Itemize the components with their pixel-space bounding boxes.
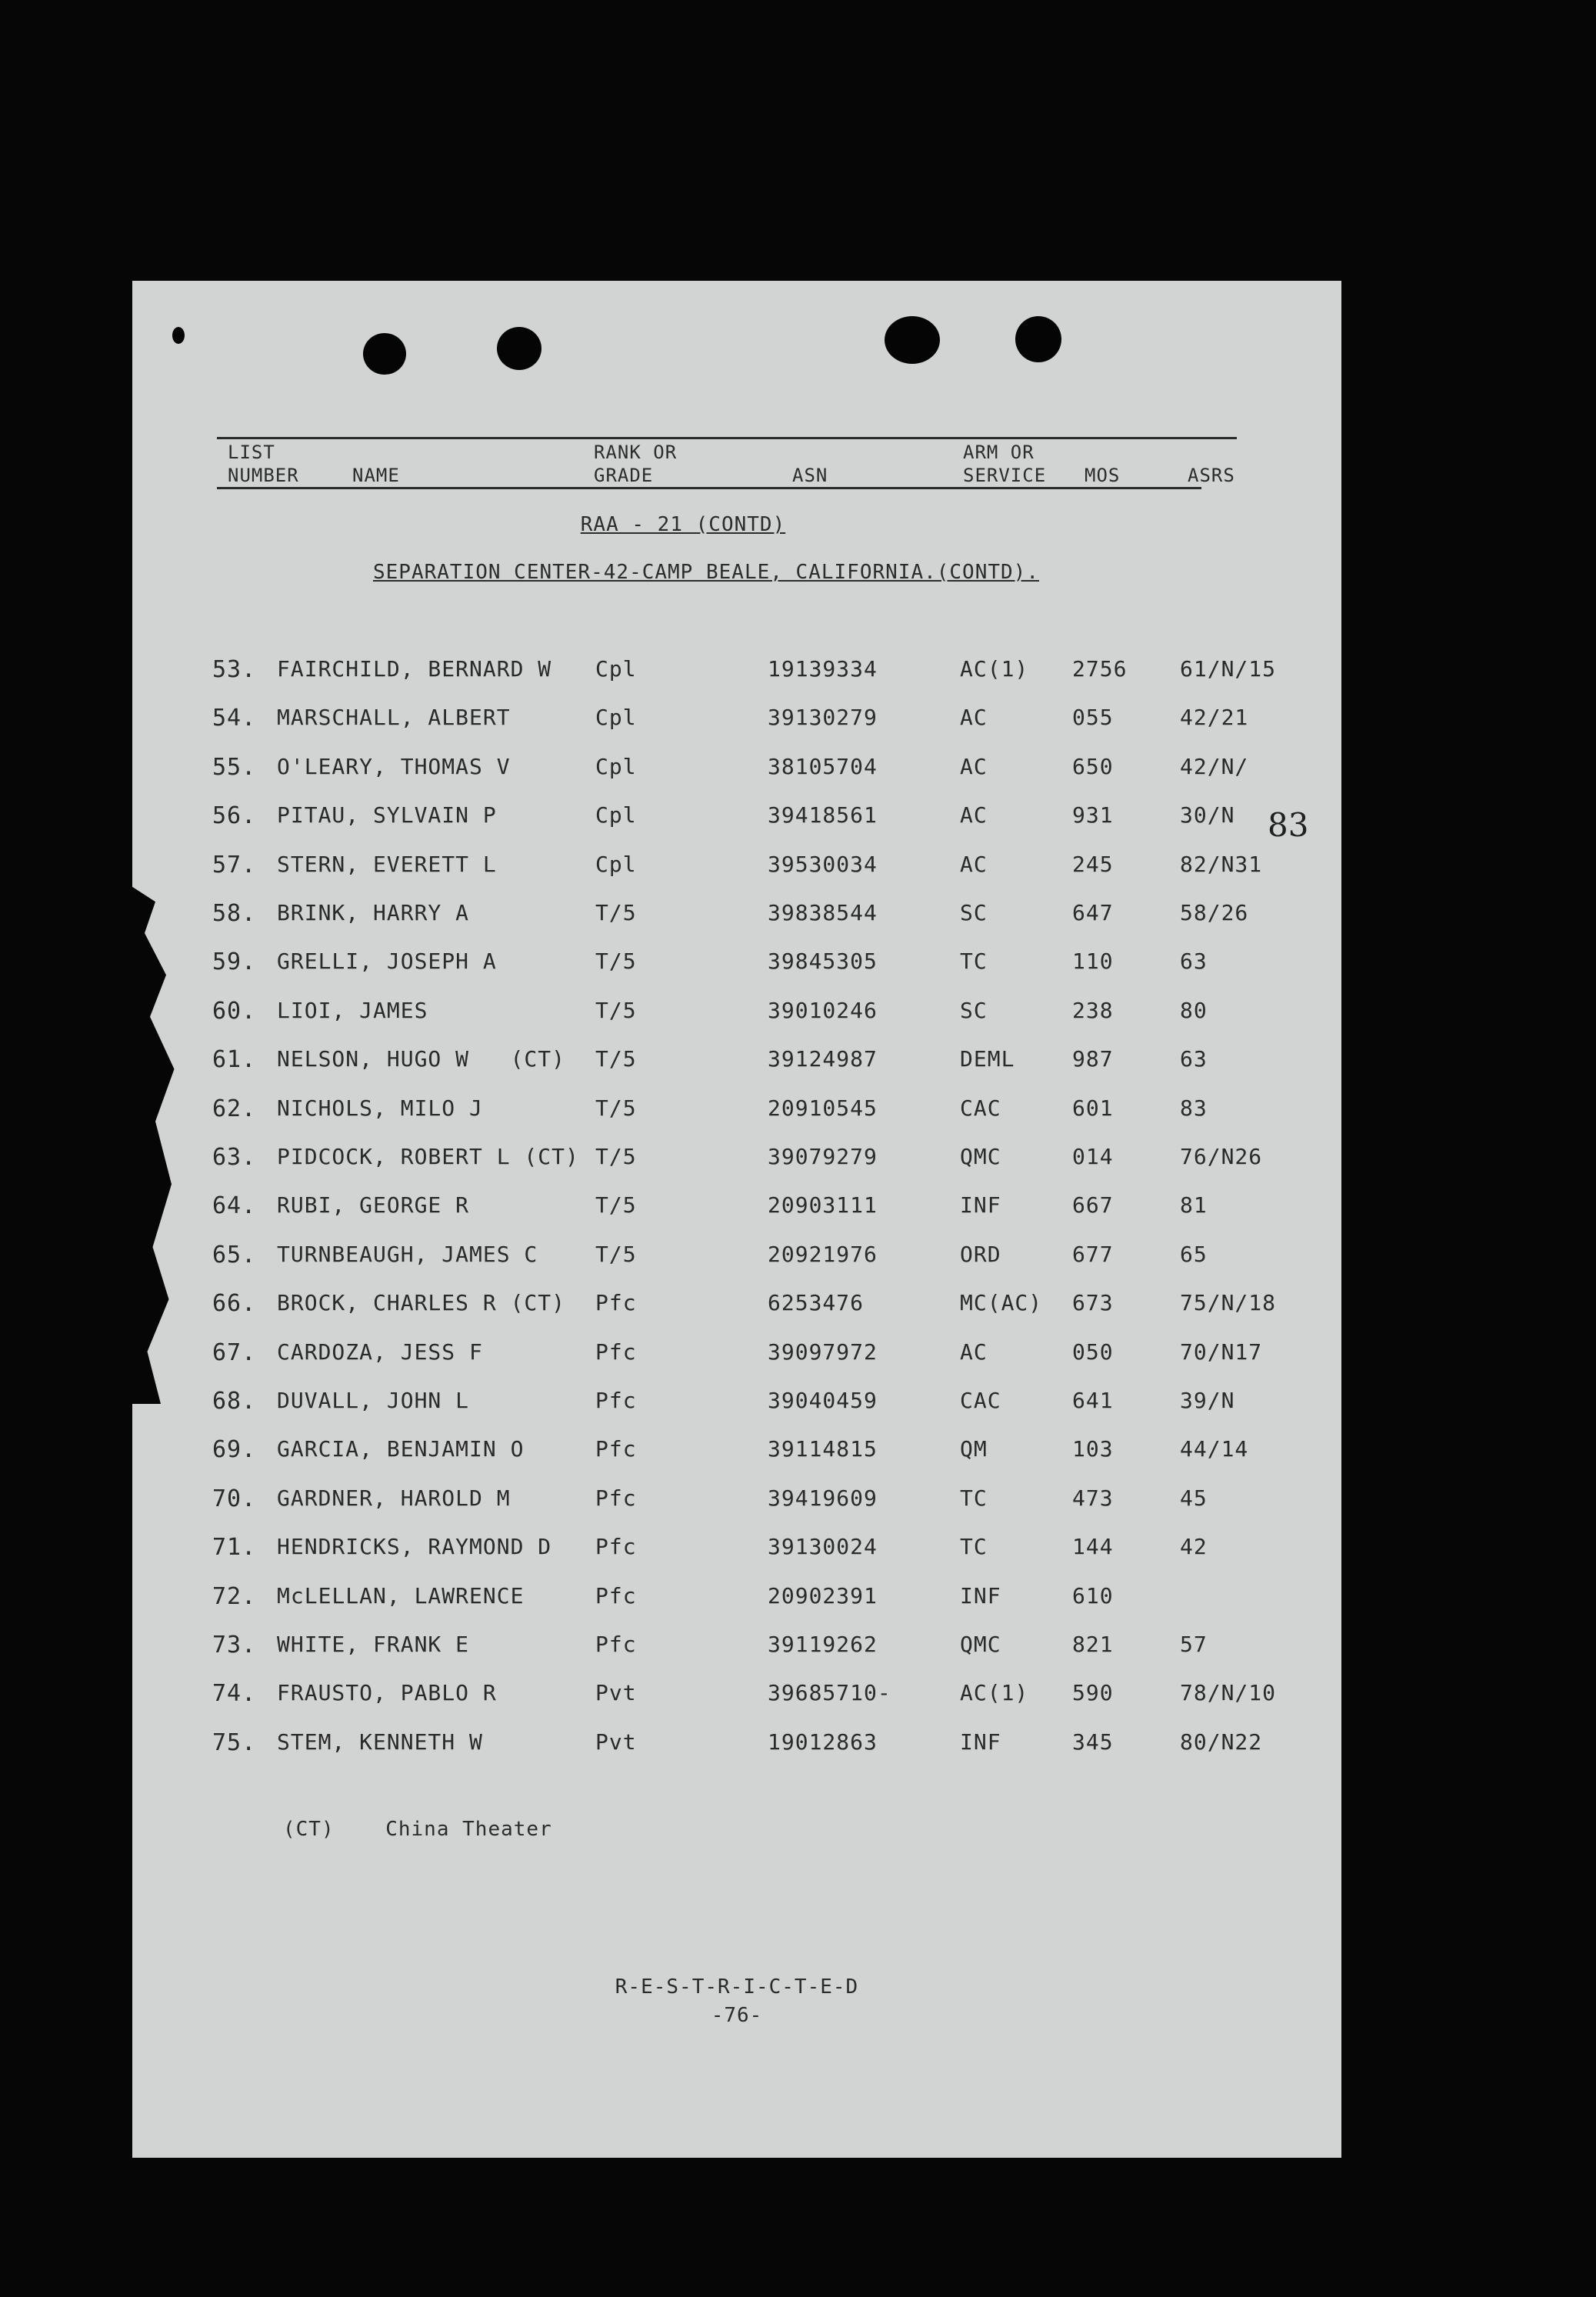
list-number: 54.: [212, 705, 257, 732]
grade-cell: Cpl: [595, 802, 637, 828]
list-number: 68.: [212, 1388, 257, 1415]
table-row: [132, 1583, 1341, 1614]
arm-service-cell: SC: [960, 900, 988, 925]
mos-cell: 055: [1072, 705, 1114, 731]
asn-cell: 39130279: [768, 705, 878, 731]
name-cell: STERN, EVERETT L: [277, 851, 497, 877]
arm-service-cell: DEML: [960, 1046, 1015, 1072]
list-number: 57.: [212, 851, 257, 878]
asrs-cell: 58/26: [1180, 900, 1249, 925]
asn-cell: 20903111: [768, 1192, 878, 1219]
asn-cell: 39097972: [768, 1339, 878, 1365]
arm-service-cell: INF: [960, 1729, 1001, 1755]
mos-cell: 473: [1072, 1485, 1114, 1511]
arm-service-cell: AC: [960, 802, 988, 828]
table-row: [132, 1632, 1341, 1662]
grade-cell: Pfc: [595, 1582, 637, 1609]
table-row: [132, 1192, 1341, 1223]
list-number: 55.: [212, 753, 257, 781]
name-cell: WHITE, FRANK E: [277, 1632, 470, 1657]
grade-cell: Pfc: [595, 1436, 637, 1462]
asn-cell: 39419609: [768, 1485, 878, 1511]
table-row: [132, 802, 1341, 833]
table-row: [132, 1534, 1341, 1565]
asn-cell: 39040459: [768, 1388, 878, 1413]
list-number: 53.: [212, 656, 257, 683]
table-row: [132, 656, 1341, 687]
table-row: [132, 1095, 1341, 1126]
grade-cell: T/5: [595, 900, 637, 925]
list-number: 71.: [212, 1534, 257, 1562]
grade-cell: Cpl: [595, 656, 637, 682]
table-row: [132, 754, 1341, 785]
list-number: 66.: [212, 1290, 257, 1318]
asrs-cell: 42: [1180, 1534, 1208, 1560]
name-cell: FRAUSTO, PABLO R: [277, 1680, 497, 1706]
list-number: 63.: [212, 1144, 257, 1171]
punch-mark: [172, 327, 185, 344]
grade-cell: Pfc: [595, 1534, 637, 1560]
asn-cell: 20921976: [768, 1241, 878, 1267]
asrs-cell: 70/N17: [1180, 1339, 1263, 1365]
arm-service-cell: AC: [960, 1339, 988, 1365]
grade-cell: T/5: [595, 1144, 637, 1169]
arm-service-cell: AC(1): [960, 1680, 1029, 1706]
name-cell: FAIRCHILD, BERNARD W: [277, 656, 552, 682]
arm-service-cell: INF: [960, 1582, 1001, 1609]
grade-cell: Pfc: [595, 1339, 637, 1365]
list-number: 60.: [212, 997, 257, 1025]
table-row: [132, 948, 1341, 979]
section-title: RAA - 21 (CONTD): [580, 513, 786, 536]
grade-cell: Pfc: [595, 1388, 637, 1413]
punch-hole: [363, 333, 406, 375]
mos-cell: 144: [1072, 1534, 1114, 1560]
mos-cell: 673: [1072, 1290, 1114, 1316]
mos-cell: 601: [1072, 1095, 1114, 1121]
list-number: 70.: [212, 1485, 257, 1512]
table-row: [132, 1680, 1341, 1711]
asn-cell: 38105704: [768, 753, 878, 779]
asn-cell: 39685710-: [768, 1680, 891, 1706]
name-cell: TURNBEAUGH, JAMES C: [277, 1241, 538, 1267]
list-number: 59.: [212, 948, 257, 976]
arm-service-cell: MC(AC): [960, 1290, 1043, 1316]
section-subtitle: SEPARATION CENTER-42-CAMP BEALE, CALIFORNIA.(CONTD).: [373, 561, 1039, 584]
arm-service-cell: AC: [960, 851, 988, 877]
table-row: [132, 1388, 1341, 1419]
list-number: 74.: [212, 1680, 257, 1708]
name-cell: O'LEARY, THOMAS V: [277, 753, 511, 779]
asn-cell: 39079279: [768, 1144, 878, 1169]
list-number: 67.: [212, 1339, 257, 1366]
table-row: [132, 900, 1341, 931]
name-cell: STEM, KENNETH W: [277, 1729, 483, 1755]
list-number: 61.: [212, 1046, 257, 1074]
punch-hole: [1015, 316, 1061, 362]
arm-service-cell: ORD: [960, 1241, 1001, 1267]
name-cell: GARDNER, HAROLD M: [277, 1485, 511, 1511]
table-row: [132, 1046, 1341, 1077]
asn-cell: 39845305: [768, 948, 878, 975]
asrs-cell: 44/14: [1180, 1436, 1249, 1462]
mos-cell: 931: [1072, 802, 1114, 828]
name-cell: RUBI, GEORGE R: [277, 1192, 470, 1219]
page-number: -76-: [711, 2004, 763, 2027]
arm-service-cell: QM: [960, 1436, 988, 1462]
grade-cell: Pfc: [595, 1632, 637, 1657]
list-number: 65.: [212, 1241, 257, 1269]
table-row: [132, 1290, 1341, 1321]
arm-service-cell: QMC: [960, 1144, 1001, 1169]
header-bottom-rule: [217, 487, 1201, 489]
mos-cell: 641: [1072, 1388, 1114, 1413]
asrs-cell: 80: [1180, 997, 1208, 1023]
mos-cell: 2756: [1072, 656, 1128, 682]
mos-cell: 238: [1072, 997, 1114, 1023]
asn-cell: 19139334: [768, 656, 878, 682]
asrs-cell: 45: [1180, 1485, 1208, 1511]
grade-cell: T/5: [595, 1241, 637, 1267]
arm-service-cell: AC: [960, 753, 988, 779]
asrs-cell: 42/21: [1180, 705, 1249, 731]
asn-cell: 39418561: [768, 802, 878, 828]
asn-cell: 19012863: [768, 1729, 878, 1755]
asn-cell: 6253476: [768, 1290, 865, 1316]
grade-cell: Cpl: [595, 753, 637, 779]
table-row: [132, 998, 1341, 1028]
header-name: NAME: [352, 465, 400, 486]
asrs-cell: 76/N26: [1180, 1144, 1263, 1169]
grade-cell: T/5: [595, 1046, 637, 1072]
table-row: [132, 852, 1341, 882]
mos-cell: 987: [1072, 1046, 1114, 1072]
punch-hole: [885, 316, 940, 364]
asrs-cell: 83: [1180, 1095, 1208, 1121]
table-row: [132, 1242, 1341, 1272]
grade-cell: T/5: [595, 1095, 637, 1121]
arm-service-cell: TC: [960, 1534, 988, 1560]
header-asn: ASN: [792, 465, 828, 486]
asrs-cell: 30/N: [1180, 802, 1235, 828]
grade-cell: Cpl: [595, 705, 637, 731]
mos-cell: 821: [1072, 1632, 1114, 1657]
name-cell: BROCK, CHARLES R (CT): [277, 1290, 566, 1316]
asrs-cell: 65: [1180, 1241, 1208, 1267]
name-cell: MARSCHALL, ALBERT: [277, 705, 511, 731]
arm-service-cell: TC: [960, 948, 988, 975]
asrs-cell: 78/N/10: [1180, 1680, 1277, 1706]
asn-cell: 39838544: [768, 900, 878, 925]
asrs-cell: 80/N22: [1180, 1729, 1263, 1755]
list-number: 58.: [212, 900, 257, 927]
footnote: (CT) China Theater: [283, 1818, 552, 1841]
name-cell: NICHOLS, MILO J: [277, 1095, 483, 1121]
grade-cell: Pvt: [595, 1680, 637, 1706]
header-list-number: LIST NUMBER: [228, 442, 299, 486]
asn-cell: 39114815: [768, 1436, 878, 1462]
asrs-cell: 42/N/: [1180, 753, 1249, 779]
grade-cell: T/5: [595, 948, 637, 975]
grade-cell: Pfc: [595, 1290, 637, 1316]
name-cell: GARCIA, BENJAMIN O: [277, 1436, 525, 1462]
asrs-cell: 82/N31: [1180, 851, 1263, 877]
mos-cell: 647: [1072, 900, 1114, 925]
grade-cell: T/5: [595, 997, 637, 1023]
name-cell: GRELLI, JOSEPH A: [277, 948, 497, 975]
asrs-cell: 57: [1180, 1632, 1208, 1657]
mos-cell: 610: [1072, 1582, 1114, 1609]
arm-service-cell: CAC: [960, 1095, 1001, 1121]
mos-cell: 110: [1072, 948, 1114, 975]
asrs-cell: 63: [1180, 948, 1208, 975]
mos-cell: 103: [1072, 1436, 1114, 1462]
arm-service-cell: QMC: [960, 1632, 1001, 1657]
name-cell: NELSON, HUGO W (CT): [277, 1046, 566, 1072]
table-row: [132, 1485, 1341, 1516]
name-cell: PIDCOCK, ROBERT L (CT): [277, 1144, 579, 1169]
list-number: 75.: [212, 1729, 257, 1756]
table-row: [132, 1729, 1341, 1760]
grade-cell: Pvt: [595, 1729, 637, 1755]
list-number: 73.: [212, 1632, 257, 1659]
name-cell: McLELLAN, LAWRENCE: [277, 1582, 525, 1609]
arm-service-cell: CAC: [960, 1388, 1001, 1413]
asn-cell: 39119262: [768, 1632, 878, 1657]
name-cell: LIOI, JAMES: [277, 997, 428, 1023]
restricted-label: R-E-S-T-R-I-C-T-E-D: [615, 1975, 859, 1999]
mos-cell: 245: [1072, 851, 1114, 877]
mos-cell: 014: [1072, 1144, 1114, 1169]
punch-hole: [497, 327, 541, 370]
header-arm-service: ARM OR SERVICE: [963, 442, 1047, 486]
arm-service-cell: AC: [960, 705, 988, 731]
mos-cell: 650: [1072, 753, 1114, 779]
arm-service-cell: SC: [960, 997, 988, 1023]
header-asrs: ASRS: [1188, 465, 1235, 486]
arm-service-cell: INF: [960, 1192, 1001, 1219]
header-top-rule: [955, 437, 1237, 439]
asn-cell: 20902391: [768, 1582, 878, 1609]
name-cell: CARDOZA, JESS F: [277, 1339, 483, 1365]
header-mos: MOS: [1085, 465, 1121, 486]
mos-cell: 050: [1072, 1339, 1114, 1365]
arm-service-cell: TC: [960, 1485, 988, 1511]
list-number: 72.: [212, 1582, 257, 1610]
name-cell: BRINK, HARRY A: [277, 900, 470, 925]
table-row: [132, 705, 1341, 735]
list-number: 56.: [212, 802, 257, 830]
table-row: [132, 1436, 1341, 1467]
asrs-cell: 63: [1180, 1046, 1208, 1072]
mos-cell: 590: [1072, 1680, 1114, 1706]
mos-cell: 345: [1072, 1729, 1114, 1755]
asrs-cell: 61/N/15: [1180, 656, 1277, 682]
asrs-cell: 75/N/18: [1180, 1290, 1277, 1316]
asn-cell: 20910545: [768, 1095, 878, 1121]
grade-cell: T/5: [595, 1192, 637, 1219]
grade-cell: Cpl: [595, 851, 637, 877]
mos-cell: 667: [1072, 1192, 1114, 1219]
list-number: 62.: [212, 1095, 257, 1122]
name-cell: PITAU, SYLVAIN P: [277, 802, 497, 828]
header-rank-grade: RANK OR GRADE: [594, 442, 678, 486]
name-cell: HENDRICKS, RAYMOND D: [277, 1534, 552, 1560]
document-page: [132, 281, 1341, 2158]
table-row: [132, 1339, 1341, 1370]
asn-cell: 39124987: [768, 1046, 878, 1072]
asrs-cell: 39/N: [1180, 1388, 1235, 1413]
name-cell: DUVALL, JOHN L: [277, 1388, 470, 1413]
asn-cell: 39130024: [768, 1534, 878, 1560]
asn-cell: 39530034: [768, 851, 878, 877]
arm-service-cell: AC(1): [960, 656, 1029, 682]
list-number: 64.: [212, 1192, 257, 1220]
table-row: [132, 1144, 1341, 1175]
grade-cell: Pfc: [595, 1485, 637, 1511]
asn-cell: 39010246: [768, 997, 878, 1023]
list-number: 69.: [212, 1436, 257, 1464]
asrs-cell: 81: [1180, 1192, 1208, 1219]
mos-cell: 677: [1072, 1241, 1114, 1267]
stamp-number: 83: [1268, 806, 1309, 844]
